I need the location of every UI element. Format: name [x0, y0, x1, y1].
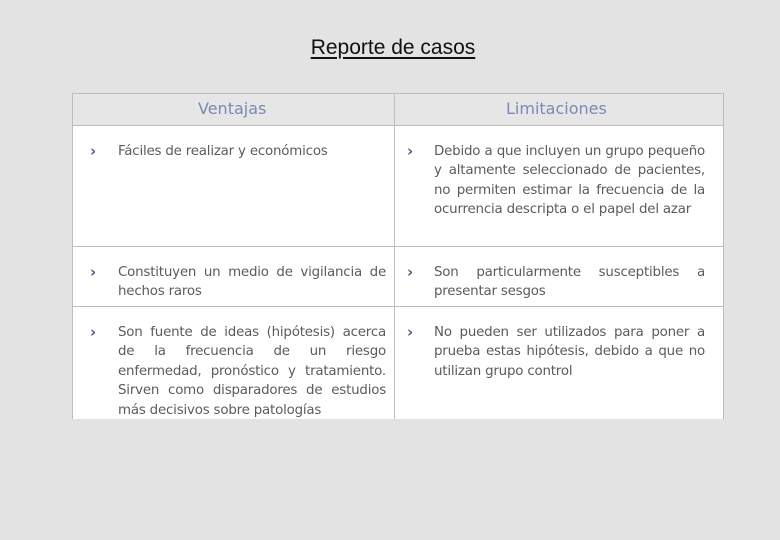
limitation-cell [395, 125, 723, 246]
chevron-right-icon: › [407, 142, 414, 160]
table-row [73, 306, 723, 419]
limitation-cell [395, 306, 723, 419]
chevron-right-icon: › [407, 323, 414, 341]
limitation-text: No pueden ser utilizados para poner a prueba estas hipótesis, debido a que no utilizan grupo control [434, 325, 705, 379]
advantage-text: Son fuente de ideas (hipótesis) acerca de la frecuencia de un riesgo enfermedad, pronóstico y tratamiento. Sirven como disparadores de estudios más decisivos sobre patologías [118, 325, 386, 418]
limitation-text: Debido a que incluyen un grupo pequeño y altamente seleccionado de pacientes, no permiten estimar la frecuencia de la ocurrencia descripta o el papel del azar [434, 144, 705, 218]
limitation-cell [395, 246, 723, 306]
chevron-right-icon: › [90, 142, 97, 160]
chevron-right-icon: › [90, 263, 97, 281]
header-advantages: Ventajas [198, 99, 267, 118]
table-row [73, 246, 723, 307]
header-cell-advantages [73, 94, 395, 125]
table-row [73, 125, 723, 247]
advantage-cell [73, 306, 395, 419]
header-limitations: Limitaciones [506, 99, 607, 118]
chevron-right-icon: › [407, 263, 414, 281]
comparison-table [72, 93, 724, 419]
advantage-cell [73, 125, 395, 246]
advantage-cell [73, 246, 395, 306]
chevron-right-icon: › [90, 323, 97, 341]
page-title: Reporte de casos [310, 36, 476, 59]
advantage-text: Fáciles de realizar y económicos [118, 144, 328, 159]
table-header-row [73, 94, 723, 126]
advantage-text: Constituyen un medio de vigilancia de hechos raros [118, 265, 386, 300]
limitation-text: Son particularmente susceptibles a presentar sesgos [434, 265, 705, 300]
header-cell-limitations [395, 94, 723, 125]
